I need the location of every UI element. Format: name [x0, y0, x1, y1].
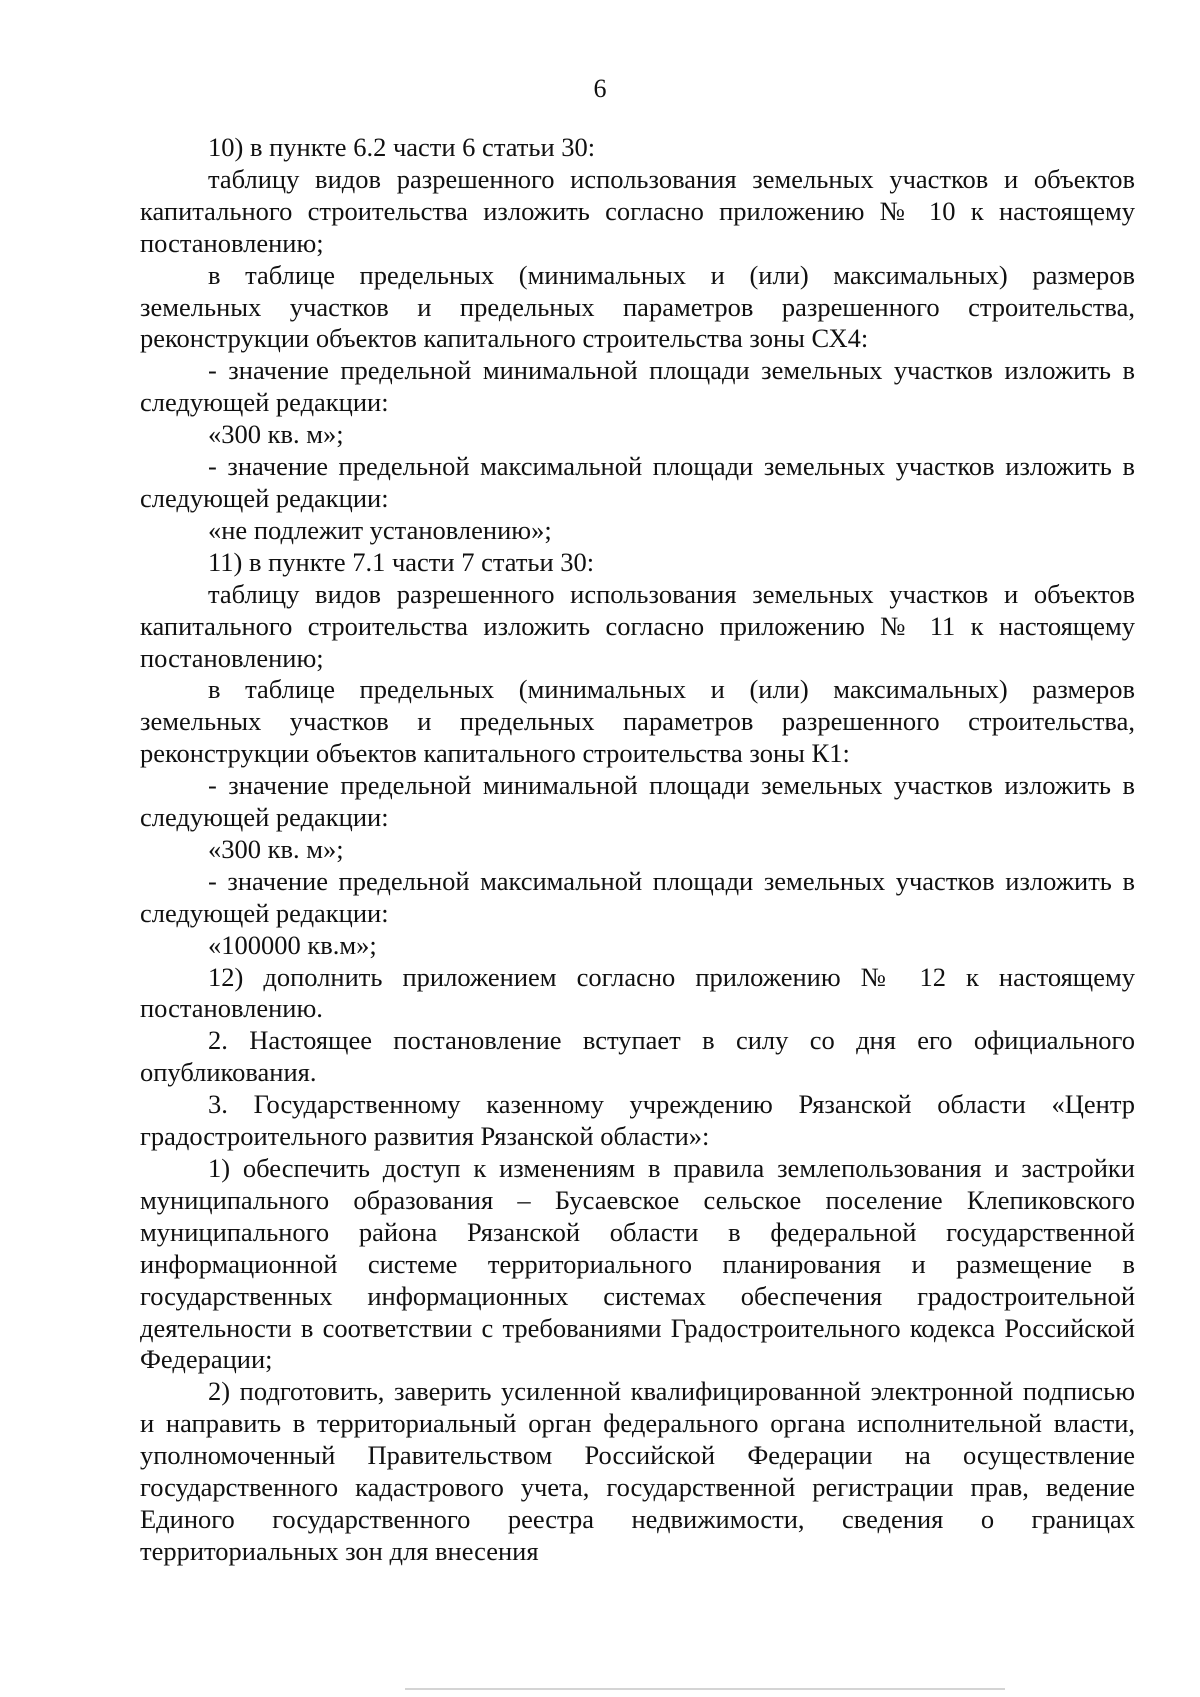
paragraph-max-area-value-cx4: «не подлежит установлению»; — [208, 514, 552, 545]
paragraph-min-area-k1: - значение предельной минимальной площади земельных участков изложить в следующей редакции: — [140, 770, 1135, 833]
paragraph-item-10: 10) в пункте 6.2 части 6 статьи 30: — [208, 132, 596, 162]
paragraph-min-area-value-cx4: «300 кв. м»; — [208, 419, 344, 450]
paragraph-max-area-value-k1: «100000 кв.м»; — [208, 929, 377, 960]
paragraph-min-area-value-k1: «300 кв. м»; — [208, 833, 344, 864]
paragraph-limits-table-k1: в таблице предельных (минимальных и (или) максимальных) размеров земельных участков и предельных параметров разрешенного строительства, реконструкции объектов капитального строительства зоны К1: — [140, 674, 1135, 769]
paragraph-max-area-k1: - значение предельной максимальной площади земельных участков изложить в следующей редакции: — [140, 865, 1135, 928]
paragraph-min-area-cx4: - значение предельной минимальной площади земельных участков изложить в следующей редакции: — [140, 355, 1135, 418]
paragraph-max-area-cx4: - значение предельной максимальной площади земельных участков изложить в следующей редакции: — [140, 451, 1135, 513]
paragraph-subitem-1: 1) обеспечить доступ к изменениям в правила землепользования и застройки муниципального образования – Бусаевское сельское поселение Клепиковского муниципального района Рязанской области в федеральной государственной информационной системе территориального планирования и размещение в государственных информационных системах обеспечения градостроительной деятельности в соответствии с требованиями Градостроительного кодекса Российской Федерации; — [140, 1153, 1135, 1375]
paragraph-item-12: 12) дополнить приложением согласно приложению № 12 к настоящему постановлению. — [140, 961, 1135, 1024]
paragraph-table-types-10: таблицу видов разрешенного использования земельных участков и объектов капитального строительства изложить согласно приложению № 10 к настоящему постановлению; — [140, 163, 1135, 258]
page-number: 6 — [593, 74, 607, 103]
paragraph-section-3: 3. Государственному казенному учреждению Рязанской области «Центр градостроительного развития Рязанской области»: — [140, 1089, 1135, 1152]
scan-edge-line — [405, 1688, 1005, 1690]
paragraph-subitem-2: 2) подготовить, заверить усиленной квалифицированной электронной подписью и направить в территориальный орган федерального органа исполнительной власти, уполномоченный Правительством Российской Федерации на осуществление государственного кадастрового учета, государственной регистрации прав, ведение Единого государственного реестра недвижимости, сведения о границах территориальных зон для внесения — [140, 1376, 1135, 1566]
document-body — [140, 132, 1135, 1568]
paragraph-limits-table-cx4: в таблице предельных (минимальных и (или) максимальных) размеров земельных участков и предельных параметров разрешенного строительства, реконструкции объектов капитального строительства зоны СХ4: — [140, 259, 1135, 354]
paragraph-table-types-11: таблицу видов разрешенного использования земельных участков и объектов капитального строительства изложить согласно приложению № 11 к настоящему постановлению; — [140, 578, 1135, 673]
paragraph-item-11: 11) в пункте 7.1 части 7 статьи 30: — [208, 546, 595, 577]
paragraph-section-2: 2. Настоящее постановление вступает в силу со дня его официального опубликования. — [140, 1025, 1135, 1088]
